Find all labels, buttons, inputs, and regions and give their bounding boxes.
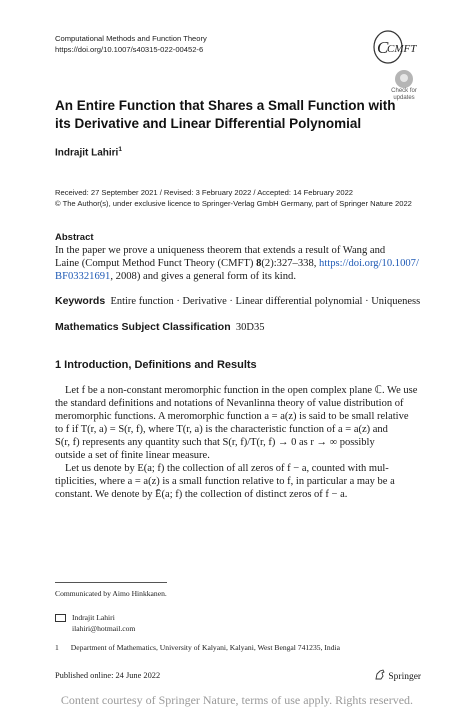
author-email[interactable]: ilahiri@hotmail.com [72,623,136,633]
body-line: Let us denote by E(a; f) the collection of all zeros of f − a, counted with mul- [65,463,389,474]
body-line: tiplicities, where a = a(z) is a small function relative to f, in particular a may be a [55,476,395,487]
body-line: constant. We denote by Ē(a; f) the collection of distinct zeros of f − a. [55,489,348,500]
correspondence [55,613,135,634]
abstract-doi-link[interactable]: https://doi.org/10.1007/ [319,258,419,270]
communicated-by: Communicated by Aimo Hinkkanen. [55,589,167,598]
msc [55,321,264,333]
springer-horse-icon [374,669,386,680]
abstract-heading: Abstract [55,232,94,243]
body-line: the standard definitions and notations of Nevanlinna theory of value distribution of [55,398,404,409]
journal-header [55,33,207,55]
section-heading: 1 Introduction, Definitions and Results [55,359,257,371]
abstract-line: In the paper we prove a uniqueness theorem that extends a result of Wang and [55,245,386,256]
body-line: meromorphic functions. A meromorphic function a = a(z) is said to be small relative [55,411,409,422]
corresponding-author: Indrajit Lahiri [72,613,115,622]
article-title: An Entire Function that Shares a Small Function with its Derivative and Linear Differential Polynomial [55,98,396,131]
footnote-rule [55,582,167,583]
dates-line: Received: 27 September 2021 / Revised: 3 February 2022 / Accepted: 14 February 2022 [55,188,354,197]
check-updates-label: Check for updates [391,88,417,101]
update-icon [395,70,413,88]
journal-name: Computational Methods and Function Theory [55,34,207,43]
cmft-logo [368,28,420,66]
author-line [55,146,122,158]
affiliation-number: 1 [55,643,59,652]
abstract-doi-link-cont[interactable]: BF03321691 [55,271,111,283]
affiliation-text: Department of Mathematics, University of Kalyani, Kalyani, West Bengal 741235, India [70,643,340,652]
article-dates [55,187,435,209]
svg-text:CMFT: CMFT [387,43,417,55]
courtesy-notice: Content courtesy of Springer Nature, terms of use apply. Rights reserved. [60,693,414,707]
msc-code: 30D35 [235,322,265,333]
keywords [55,295,425,307]
keywords-text: Entire function · Derivative · Linear differential polynomial · Uniqueness [110,296,421,307]
body-text [55,384,420,501]
abstract-line: BF03321691, 2008) and gives a general form of its kind. [55,271,296,283]
springer-name: Springer [388,672,422,682]
article-doi[interactable]: https://doi.org/10.1007/s40315-022-00452-6 [55,45,204,54]
published-date: Published online: 24 June 2022 [55,671,161,680]
envelope-icon [55,614,66,622]
body-line: S(r, f) represents any quantity such that S(r, f)/T(r, f) → 0 as r → ∞ possibly [55,437,375,448]
svg-text:C: C [377,38,389,57]
author-name[interactable]: Indrajit Lahiri [55,147,119,159]
abstract-line: Laine (Comput Method Funct Theory (CMFT) 8(2):327–338, https://doi.org/10.1007/ [55,258,419,270]
abstract-text [55,244,420,283]
body-line: to f if T(r, a) = S(r, f), where T(r, a) is the characteristic function of a = a(z) and [55,424,388,435]
author-affil-sup: 1 [118,146,122,153]
body-line: Let f be a non-constant meromorphic function in the open complex plane ℂ. We use [65,385,418,396]
body-line: outside a set of finite linear measure. [55,450,210,461]
copyright-line: © The Author(s), under exclusive licence to Springer-Verlag GmbH Germany, part of Springer Nature 2022 [55,199,412,208]
affiliation [55,643,340,652]
msc-label: Mathematics Subject Classification [55,321,231,333]
keywords-label: Keywords [55,295,106,307]
springer-logo [374,669,421,682]
